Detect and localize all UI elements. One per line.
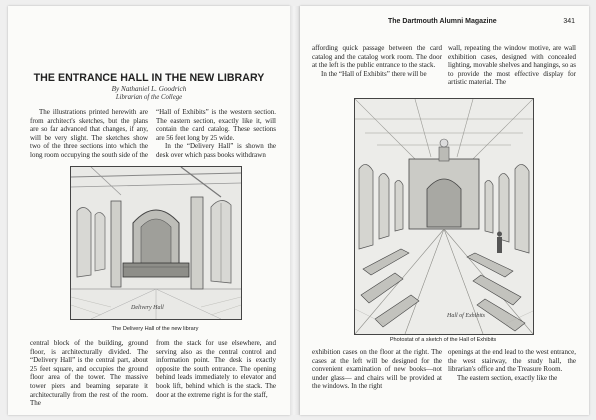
byline: By Nathaniel L. Goodrich bbox=[111, 85, 187, 93]
figure-inscription: Hall of Exhibits bbox=[447, 313, 485, 319]
paragraph: The eastern section, exactly like the bbox=[457, 373, 558, 382]
paragraph: central block of the building, ground floor, is architecturally divided. The “Delivery Hall” is the central part, about 25 feet square, and occupies the ground floor area of the tower. The massive tower piers and beaming separate it architecturally from the rest of the room. The bbox=[30, 339, 148, 408]
left-col1-bottom bbox=[30, 339, 148, 411]
right-col1-top bbox=[312, 44, 442, 88]
paragraph: In the “Delivery Hall” is shown the desk over which pass books withdrawn bbox=[156, 142, 276, 159]
running-head: The Dartmouth Alumni Magazine bbox=[388, 18, 497, 25]
left-col2-top bbox=[156, 108, 276, 168]
page-number: 341 bbox=[563, 18, 575, 25]
right-col2-bottom bbox=[448, 348, 576, 412]
paragraph: In the “Hall of Exhibits” there will be bbox=[321, 69, 427, 78]
paragraph: openings at the end lead to the west entrance, the west stairway, the study hall, the librarian's office and the Treasure Room. bbox=[448, 348, 576, 374]
paragraph: The illustrations printed herewith are from architect's sketches, but the plans are so far advanced that changes, if any, will be very slight. The sketches show two of the three sections into which the long room occupying the south side of the bbox=[30, 108, 148, 159]
right-col2-top bbox=[448, 44, 576, 88]
right-col1-bottom bbox=[312, 348, 442, 412]
figure-inscription: Delivery Hall bbox=[131, 305, 164, 311]
spread-gutter bbox=[290, 6, 300, 415]
left-col1-top bbox=[30, 108, 148, 168]
delivery-hall-illustration bbox=[70, 166, 242, 320]
paragraph: from the stack for use elsewhere, and serving also as the central control and information point. The desk is exactly opposite the south entrance. The opening behind leads immediately to elevator and book lift, behind which is the stack. The door at the extreme right is for the staff, bbox=[156, 339, 276, 399]
figure-caption: Photostat of a sketch of the Hall of Exhibits bbox=[389, 337, 497, 343]
byline-role: Librarian of the College bbox=[115, 94, 183, 101]
right-page bbox=[300, 6, 589, 415]
hall-of-exhibits-sketch bbox=[355, 99, 533, 334]
paragraph: wall, repeating the window motive, are wall exhibition cases, designed with concealed lighting, movable shelves and hangings, so as to provide the most effective display for artistic material. The bbox=[448, 44, 576, 87]
paragraph: exhibition cases on the floor at the right. The cases at the left will be designed for the convenient examination of new books—not under glass— and chairs will be provided at the windows. In the right bbox=[312, 348, 442, 391]
hall-of-exhibits-illustration bbox=[354, 98, 534, 335]
figure-caption: The Delivery Hall of the new library bbox=[111, 326, 199, 332]
paragraph: “Hall of Exhibits” is the western section. The eastern section, exactly like it, will contain the card catalog. These sections are 56 feet long by 25 wide. bbox=[156, 108, 276, 142]
paragraph: affording quick passage between the card catalog and the catalog work room. The door at the left is the public entrance to the stack. bbox=[312, 44, 442, 70]
left-page bbox=[8, 6, 290, 415]
left-col2-bottom bbox=[156, 339, 276, 411]
delivery-hall-sketch bbox=[71, 167, 241, 319]
article-title: THE ENTRANCE HALL IN THE NEW LIBRARY bbox=[33, 72, 265, 84]
